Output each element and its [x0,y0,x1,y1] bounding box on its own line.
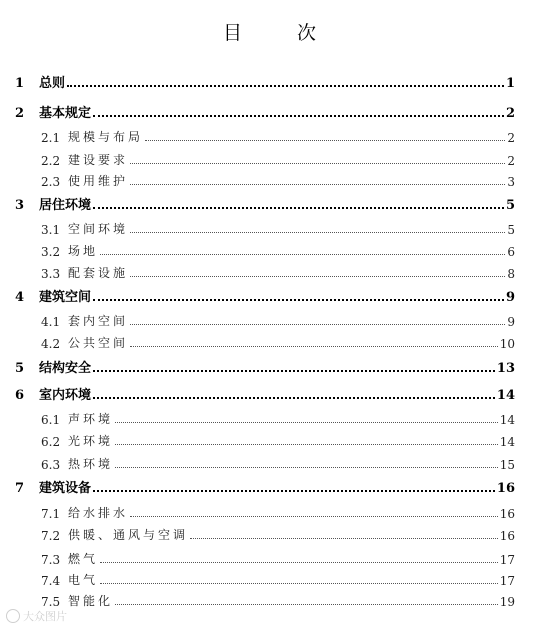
toc-chapter-row[interactable] [15,358,515,376]
toc-section-row[interactable] [41,409,515,427]
toc-entry-number: 7.1 [41,507,61,521]
toc-page-number: 16 [499,529,515,543]
toc-dot-leader [130,276,505,277]
toc-dot-leader [115,422,498,423]
toc-chapter-row[interactable] [15,385,515,403]
toc-entry-title: 配套设施 [68,266,129,280]
toc-dot-leader [130,232,505,233]
toc-entry-number: 7.5 [41,595,61,609]
toc-entry-number: 7.2 [41,529,61,543]
toc-entry-title: 热环境 [68,457,114,471]
toc-section-row[interactable] [41,454,515,472]
toc-entry-title: 燃气 [68,552,99,566]
toc-entry-number: 3.2 [41,245,61,259]
toc-entry-number: 2.1 [41,131,61,145]
toc-section-row[interactable] [41,570,515,588]
toc-dot-leader [100,562,498,563]
toc-page-number: 19 [499,595,515,609]
toc-entry-title: 建筑空间 [39,290,92,305]
toc-entry-title: 规模与布局 [68,130,144,144]
toc-page-number: 1 [505,76,515,91]
toc-page-number: 15 [499,458,515,472]
page-title: 目 次 [222,22,334,44]
toc-page-number: 14 [499,413,515,427]
toc-entry-title: 供暖、通风与空调 [68,528,189,542]
toc-dot-leader [130,516,498,517]
toc-page-number: 2 [505,106,515,121]
toc-dot-leader [93,207,504,209]
toc-entry-title: 场地 [68,244,99,258]
toc-entry-number: 2.2 [41,154,61,168]
toc-section-row[interactable] [41,219,515,237]
toc-entry-title: 建筑设备 [39,481,92,496]
toc-page-number: 5 [505,198,515,213]
toc-page-number: 2 [507,131,515,145]
toc-entry-number: 6.3 [41,458,61,472]
toc-page-number: 2 [507,154,515,168]
toc-section-row[interactable] [41,503,515,521]
toc-section-row[interactable] [41,150,515,168]
toc-page-number: 16 [496,481,515,496]
toc-entry-number: 3.3 [41,267,61,281]
toc-dot-leader [190,538,498,539]
toc-dot-leader [93,299,504,301]
toc-section-row[interactable] [41,241,515,259]
toc-entry-title: 电气 [68,573,99,587]
toc-page-number: 17 [499,553,515,567]
toc-entry-title: 建设要求 [68,153,129,167]
toc-entry-number: 7.4 [41,574,61,588]
toc-page-number: 9 [505,290,515,305]
toc-entry-number: 5 [15,361,25,376]
toc-entry-number: 3.1 [41,223,61,237]
toc-dot-leader [93,397,495,399]
toc-entry-number: 6 [15,388,25,403]
toc-entry-number: 1 [15,76,25,91]
toc-entry-title: 给水排水 [68,506,129,520]
toc-page-number: 13 [496,361,515,376]
toc-chapter-row[interactable] [15,195,515,213]
watermark-text: 大众图片 [23,610,67,623]
toc-entry-title: 总则 [39,76,66,91]
toc-entry-number: 2 [15,106,25,121]
toc-section-row[interactable] [41,591,515,609]
toc-entry-title: 套内空间 [68,314,129,328]
watermark [6,608,67,624]
toc-entry-number: 7 [15,481,25,496]
toc-entry-number: 6.1 [41,413,61,427]
toc-chapter-row[interactable] [15,287,515,305]
toc-section-row[interactable] [41,549,515,567]
toc-dot-leader [93,490,495,492]
toc-entry-title: 光环境 [68,434,114,448]
toc-dot-leader [115,467,498,468]
toc-dot-leader [145,140,505,141]
toc-section-row[interactable] [41,525,515,543]
toc-entry-number: 3 [15,198,25,213]
toc-dot-leader [67,85,504,87]
camera-logo-icon [6,609,20,623]
toc-page-number: 14 [496,388,515,403]
toc-section-row[interactable] [41,127,515,145]
toc-dot-leader [93,115,504,117]
toc-section-row[interactable] [41,263,515,281]
toc-chapter-row[interactable] [15,478,515,496]
toc-page-number: 6 [507,245,515,259]
toc-chapter-row[interactable] [15,73,515,91]
toc-dot-leader [130,184,505,185]
toc-page-number: 3 [507,175,515,189]
toc-page-number: 10 [499,337,515,351]
toc-dot-leader [100,254,505,255]
toc-chapter-row[interactable] [15,103,515,121]
toc-dot-leader [130,324,505,325]
toc-page-number: 9 [507,315,515,329]
toc-dot-leader [130,163,505,164]
toc-entry-title: 空间环境 [68,222,129,236]
toc-entry-number: 4 [15,290,25,305]
toc-entry-number: 7.3 [41,553,61,567]
toc-entry-title: 公共空间 [68,336,129,350]
toc-entry-title: 室内环境 [39,388,92,403]
toc-entry-title: 居住环境 [39,198,92,213]
toc-page-number: 5 [507,223,515,237]
toc-entry-number: 4.1 [41,315,61,329]
toc-entry-number: 6.2 [41,435,61,449]
toc-entry-title: 结构安全 [39,361,92,376]
toc-entry-number: 2.3 [41,175,61,189]
toc-dot-leader [115,604,498,605]
toc-section-row[interactable] [41,311,515,329]
toc-entry-title: 声环境 [68,412,114,426]
toc-dot-leader [130,346,498,347]
toc-dot-leader [100,583,498,584]
toc-entry-number: 4.2 [41,337,61,351]
toc-section-row[interactable] [41,431,515,449]
toc-page-number: 16 [499,507,515,521]
toc-entry-title: 使用维护 [68,174,129,188]
toc-dot-leader [115,444,498,445]
toc-entry-title: 基本规定 [39,106,92,121]
toc-section-row[interactable] [41,333,515,351]
toc-section-row[interactable] [41,171,515,189]
toc-page-number: 17 [499,574,515,588]
toc-dot-leader [93,370,495,372]
toc-page-number: 8 [507,267,515,281]
toc-page-number: 14 [499,435,515,449]
toc-entry-title: 智能化 [68,594,114,608]
